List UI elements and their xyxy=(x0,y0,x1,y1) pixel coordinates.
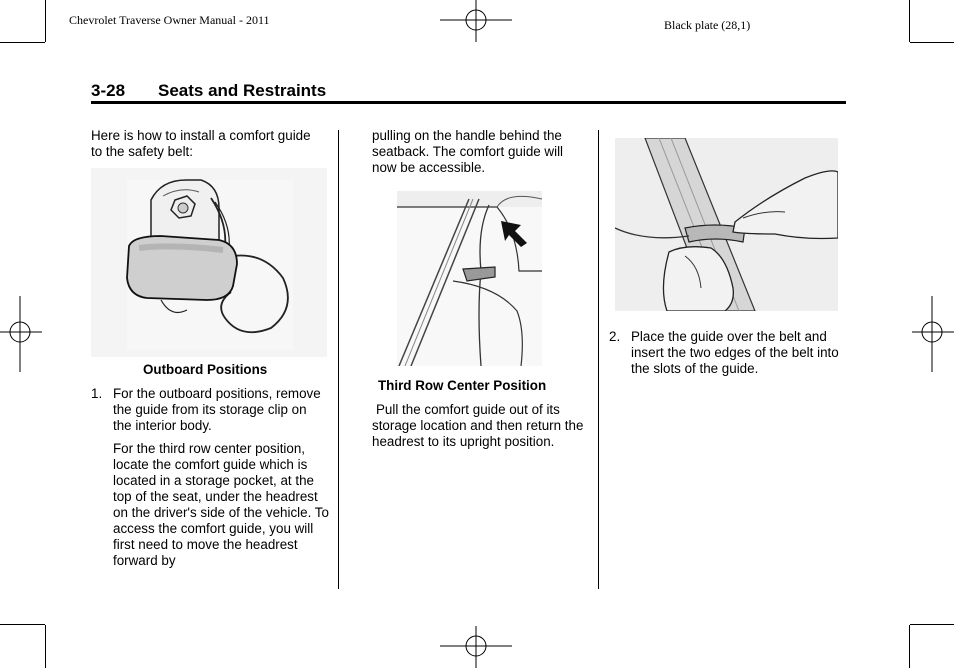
crop-mark xyxy=(910,624,954,625)
registration-mark-left xyxy=(0,296,42,372)
plate-label: Black plate (28,1) xyxy=(664,18,751,32)
crop-mark xyxy=(910,42,954,43)
third-row-figure xyxy=(397,191,542,366)
belt-guide-figure xyxy=(615,138,838,311)
step2-text: Place the guide over the belt and insert the two edges of the belt into the slots of the guide. xyxy=(631,329,839,376)
step1-number: 1. xyxy=(91,386,103,401)
column-divider xyxy=(338,130,339,589)
registration-mark-right xyxy=(912,296,954,372)
crop-mark xyxy=(0,624,45,625)
step2-number: 2. xyxy=(609,329,621,344)
crop-mark xyxy=(0,42,45,43)
outboard-figure xyxy=(91,168,327,357)
crop-mark xyxy=(45,0,46,42)
crop-mark xyxy=(45,625,46,668)
heading-rule xyxy=(91,101,846,104)
third-row-caption: Third Row Center Position xyxy=(378,378,547,393)
registration-mark-bottom xyxy=(440,626,516,668)
manual-title: Chevrolet Traverse Owner Manual - 2011 xyxy=(69,13,270,27)
continued-text: pulling on the handle behind the seatback. The comfort guide will now be accessible. xyxy=(372,128,564,175)
step1-text: For the outboard positions, remove the guide from its storage clip on the interior body. xyxy=(113,386,321,433)
page-number: 3-28 xyxy=(91,81,126,100)
third-row-paragraph: For the third row center position, locate the comfort guide which is located in a storage pocket, at the top of the seat, under the headrest on the driver's side of the vehicle. To access the comfort guide, you will first need to move the headrest forward by xyxy=(113,441,329,568)
crop-mark xyxy=(909,0,910,42)
crop-mark xyxy=(909,625,910,668)
section-title: Seats and Restraints xyxy=(158,81,327,100)
column-divider xyxy=(598,130,599,589)
registration-mark-top xyxy=(440,0,516,42)
intro-text: Here is how to install a comfort guide to the safety belt: xyxy=(91,128,311,159)
pull-text: Pull the comfort guide out of its storage location and then return the headrest to its upright position. xyxy=(372,402,584,449)
outboard-caption: Outboard Positions xyxy=(143,362,268,377)
